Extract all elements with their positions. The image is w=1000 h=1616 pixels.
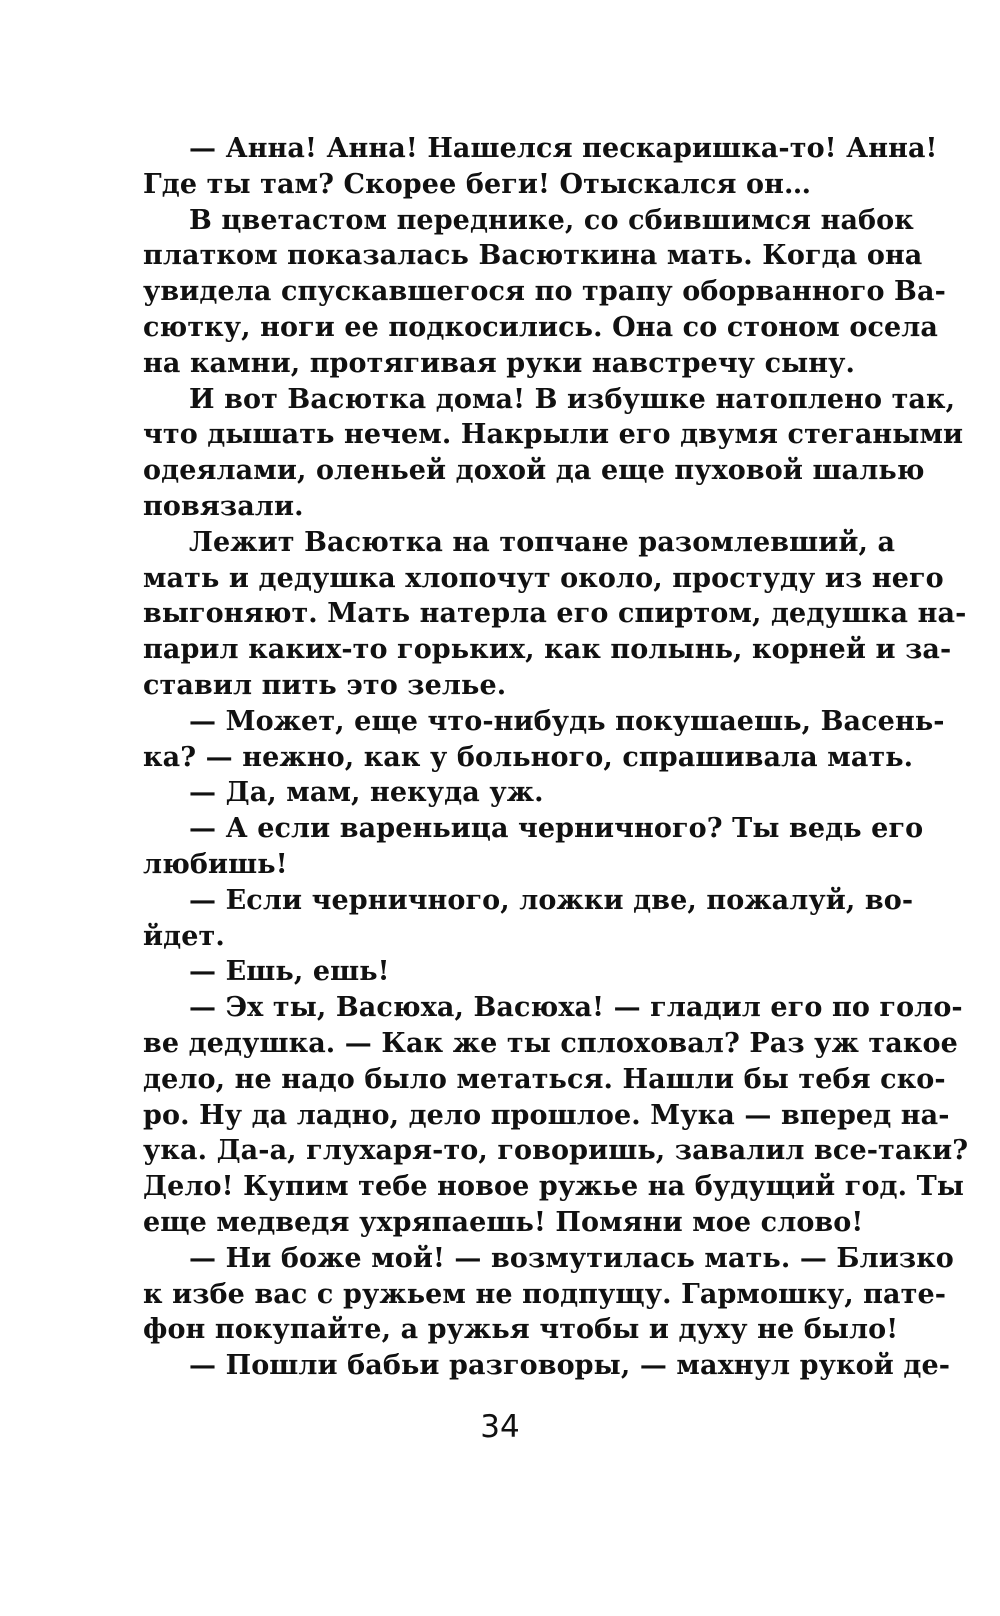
text-line: — Анна! Анна! Нашелся пескаришка-то! Анна! (189, 133, 938, 164)
text-line: йдет. (143, 920, 225, 952)
text-line: сютку, ноги ее подкосились. Она со стоном осела (143, 311, 938, 343)
text-line: ука. Да-а, глухаря-то, говоришь, завалил все-таки? (143, 1135, 969, 1167)
text-line: — Ни боже мой! — возмутилась мать. — Близко (189, 1242, 954, 1274)
text-line: Где ты там? Скорее беги! Отыскался он… (143, 168, 812, 200)
text-line: ве дедушка. — Как же ты сплоховал? Раз уж такое (143, 1027, 958, 1059)
text-line: еще медведя ухряпаешь! Помяни мое слово! (143, 1206, 864, 1238)
text-line: — Да, мам, некуда уж. (189, 777, 544, 809)
text-line: к избе вас с ружьем не подпущу. Гармошку, пате- (143, 1278, 947, 1310)
text-line: дело, не надо было метаться. Нашли бы тебя ско- (143, 1063, 946, 1095)
text-line: платком показалась Васюткина мать. Когда она (143, 240, 923, 272)
text-line: мать и дедушка хлопочут около, простуду из него (143, 562, 944, 594)
text-line: увидела спускавшегося по трапу оборванного Ва- (143, 276, 946, 308)
text-line: — Может, еще что-нибудь покушаешь, Васень- (189, 705, 945, 737)
text-line: выгоняют. Мать натерла его спиртом, дедушка на- (143, 598, 967, 630)
text-line: ставил пить это зелье. (143, 669, 507, 701)
text-line: любишь! (143, 848, 288, 880)
text-line: И вот Васютка дома! В избушке натоплено так, (189, 383, 956, 415)
text-line: Дело! Купим тебе новое ружье на будущий год. Ты (143, 1171, 965, 1203)
body-text (143, 131, 969, 1384)
text-line: — Пошли бабьи разговоры, — махнул рукой де- (189, 1350, 951, 1382)
text-line: фон покупайте, а ружья чтобы и духу не было! (143, 1314, 899, 1346)
text-line: В цветастом переднике, со сбившимся набок (189, 204, 914, 236)
page-number: 34 (480, 1409, 520, 1445)
text-line: на камни, протягивая руки навстречу сыну. (143, 347, 856, 379)
text-line: одеялами, оленьей дохой да еще пуховой шалью (143, 455, 925, 487)
text-line: — Ешь, ешь! (189, 956, 390, 988)
text-line: — Если черничного, ложки две, пожалуй, во- (189, 884, 914, 916)
text-line: ка? — нежно, как у больного, спрашивала мать. (143, 741, 914, 773)
text-line: ро. Ну да ладно, дело прошлое. Мука — вперед на- (143, 1099, 950, 1131)
text-line: — А если вареньица черничного? Ты ведь его (189, 813, 924, 845)
text-line: повязали. (143, 490, 304, 522)
text-line: — Эх ты, Васюха, Васюха! — гладил его по голо- (189, 992, 963, 1024)
text-line: что дышать нечем. Накрыли его двумя стегаными (143, 419, 964, 451)
text-line: Лежит Васютка на топчане разомлевший, а (189, 526, 896, 558)
text-line: парил каких-то горьких, как полынь, корней и за- (143, 634, 952, 666)
